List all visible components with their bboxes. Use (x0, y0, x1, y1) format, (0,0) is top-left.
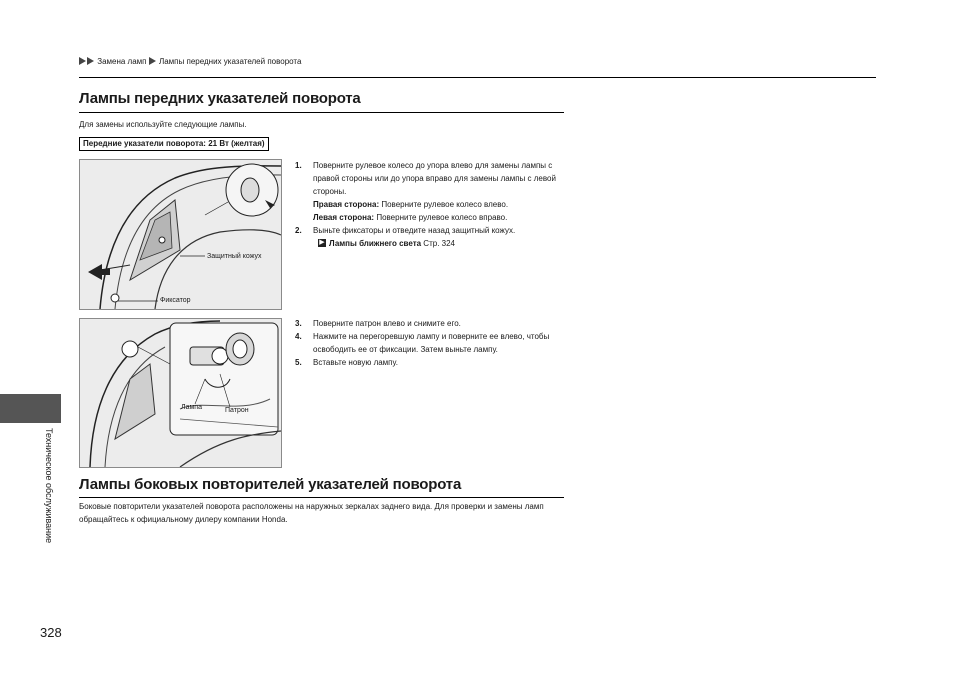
page-number: 328 (40, 625, 62, 640)
step-3: 3. Поверните патрон влево и снимите его. (295, 319, 461, 328)
label-protective-cover: Защитный кожух (207, 253, 262, 260)
figure-bulb-socket (79, 318, 282, 468)
section-text: Боковые повторители указателей поворота расположены на наружных зеркалах заднего вида. Для проверки и замены ламп обращайтесь к официальному дилеру компании Honda. (79, 502, 544, 524)
figure-drawing (80, 160, 281, 309)
label-clip: Фиксатор (160, 297, 191, 304)
step-right-side: Правая сторона: Поверните рулевое колесо влево. (313, 200, 509, 209)
section-divider (79, 112, 564, 113)
steps-group-1 (295, 159, 567, 250)
breadcrumb-item[interactable]: Замена ламп (97, 57, 147, 66)
label-bulb: Лампа (181, 404, 202, 411)
label-socket: Патрон (225, 407, 249, 414)
arrow-icon (87, 57, 94, 65)
step-2: 2. Выньте фиксаторы и отведите назад защитный кожух. (295, 226, 516, 235)
cross-reference-link[interactable]: ▶ Лампы ближнего света Стр. 324 (319, 239, 455, 248)
section-divider (79, 497, 564, 498)
step-5: 5. Вставьте новую лампу. (295, 358, 398, 367)
bulb-spec: Передние указатели поворота: 21 Вт (желтая) (79, 137, 269, 151)
figure-protective-cover (79, 159, 282, 310)
section-title: Лампы боковых повторителей указателей поворота (79, 476, 462, 493)
reference-arrow-icon: ▶ (319, 239, 325, 246)
section-title: Лампы передних указателей поворота (79, 90, 361, 107)
intro-text: Для замены используйте следующие лампы. (79, 120, 247, 129)
breadcrumb (79, 57, 301, 66)
step-left-side: Левая сторона: Поверните рулевое колесо вправо. (313, 213, 508, 222)
steps-group-2 (295, 317, 567, 369)
header-divider (79, 77, 876, 78)
arrow-icon (79, 57, 86, 65)
step-1: 1. Поверните рулевое колесо до упора влево для замены лампы с правой стороны или до упора вправо для замены лампы с левой стороны. (295, 161, 556, 196)
chapter-label: Техническое обслуживание (44, 428, 54, 544)
breadcrumb-item-current: Лампы передних указателей поворота (158, 57, 302, 66)
arrow-icon (149, 57, 156, 65)
chapter-tab (0, 394, 61, 423)
figure-drawing (80, 319, 281, 467)
step-4: 4. Нажмите на перегоревшую лампу и поверните ее влево, чтобы освободить ее от фиксации. Затем выньте лампу. (295, 332, 550, 354)
